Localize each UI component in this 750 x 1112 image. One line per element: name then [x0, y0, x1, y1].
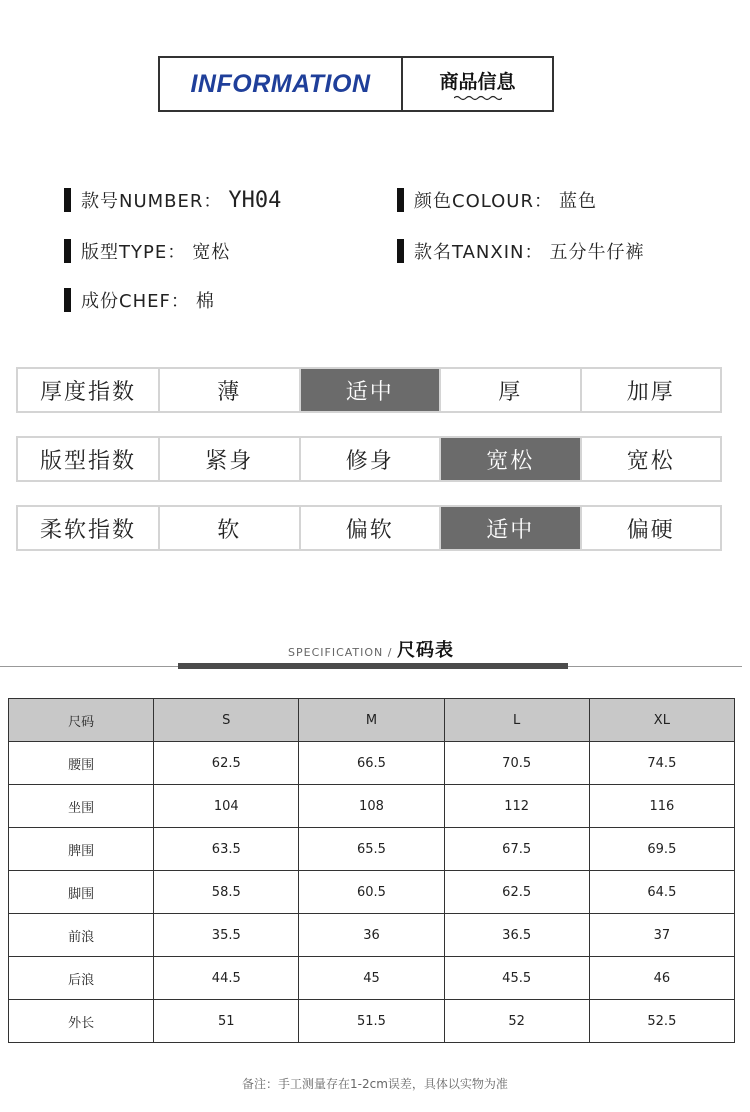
softness-scale — [16, 505, 722, 551]
header-title-cn: 商品信息 — [439, 71, 516, 93]
scale-option: 偏硬 — [626, 517, 675, 543]
table-cell: 52.5 — [589, 1000, 734, 1043]
table-cell: 36 — [299, 914, 444, 957]
column-header: L — [444, 699, 589, 742]
scale-name: 版型指数 — [18, 438, 160, 480]
row-label: 脾围 — [9, 828, 154, 871]
table-cell: 66.5 — [299, 742, 444, 785]
row-label: 前浪 — [9, 914, 154, 957]
type-label: 版型TYPE： — [81, 242, 187, 263]
column-header: S — [154, 699, 299, 742]
bullet-bar — [397, 239, 404, 263]
table-cell: 35.5 — [154, 914, 299, 957]
scale-option-selected: 适中 — [441, 507, 582, 549]
fit-scale — [16, 436, 722, 482]
size-table — [8, 698, 735, 1043]
table-cell: 51 — [154, 1000, 299, 1043]
info-name — [397, 238, 644, 264]
row-label: 外长 — [9, 1000, 154, 1043]
row-label: 后浪 — [9, 957, 154, 1000]
table-cell: 108 — [299, 785, 444, 828]
wavy-underline-icon — [454, 95, 502, 101]
table-cell: 64.5 — [589, 871, 734, 914]
info-number — [64, 187, 281, 213]
table-cell: 37 — [589, 914, 734, 957]
scale-option-selected: 宽松 — [441, 438, 582, 480]
number-label: 款号NUMBER： — [81, 191, 223, 212]
table-cell: 58.5 — [154, 871, 299, 914]
scale-option-selected: 适中 — [301, 369, 442, 411]
colour-label: 颜色COLOUR： — [414, 191, 553, 212]
table-cell: 62.5 — [154, 742, 299, 785]
scale-name: 柔软指数 — [18, 507, 160, 549]
chef-label: 成份CHEF： — [81, 291, 190, 312]
table-cell: 52 — [444, 1000, 589, 1043]
table-row — [9, 828, 735, 871]
table-cell: 60.5 — [299, 871, 444, 914]
table-cell: 116 — [589, 785, 734, 828]
table-row — [9, 742, 735, 785]
table-cell: 69.5 — [589, 828, 734, 871]
scale-option: 薄 — [160, 369, 301, 411]
scale-option: 厚 — [441, 369, 582, 411]
thickness-scale — [16, 367, 722, 413]
table-cell: 70.5 — [444, 742, 589, 785]
spec-underline-bar — [178, 663, 568, 669]
scale-option: 偏软 — [301, 507, 442, 549]
info-chef — [64, 287, 215, 313]
info-colour — [397, 187, 597, 213]
scale-option: 加厚 — [626, 379, 675, 405]
table-header-row — [9, 699, 735, 742]
scale-option: 宽松 — [626, 448, 675, 474]
table-cell: 74.5 — [589, 742, 734, 785]
table-cell: 51.5 — [299, 1000, 444, 1043]
colour-value: 蓝色 — [558, 191, 597, 212]
spec-title — [0, 636, 742, 662]
table-row — [9, 785, 735, 828]
bullet-bar — [64, 288, 71, 312]
column-header: XL — [589, 699, 734, 742]
row-label: 坐围 — [9, 785, 154, 828]
table-cell: 45 — [299, 957, 444, 1000]
table-row — [9, 914, 735, 957]
table-cell: 36.5 — [444, 914, 589, 957]
table-row — [9, 871, 735, 914]
bullet-bar — [64, 239, 71, 263]
table-row — [9, 957, 735, 1000]
table-row — [9, 1000, 735, 1043]
row-label: 腰围 — [9, 742, 154, 785]
chef-value: 棉 — [195, 291, 215, 312]
column-header: M — [299, 699, 444, 742]
name-label: 款名TANXIN： — [414, 242, 544, 263]
bullet-bar — [64, 188, 71, 212]
info-header — [158, 56, 554, 112]
info-type — [64, 238, 230, 264]
table-cell: 45.5 — [444, 957, 589, 1000]
scale-option: 软 — [160, 507, 301, 549]
table-cell: 63.5 — [154, 828, 299, 871]
scale-name: 厚度指数 — [18, 369, 160, 411]
table-cell: 67.5 — [444, 828, 589, 871]
scale-option: 紧身 — [160, 438, 301, 480]
table-cell: 112 — [444, 785, 589, 828]
table-cell: 44.5 — [154, 957, 299, 1000]
header-title-cn-wrap — [403, 58, 552, 110]
row-label: 脚围 — [9, 871, 154, 914]
scale-option: 修身 — [301, 438, 442, 480]
table-cell: 65.5 — [299, 828, 444, 871]
type-value: 宽松 — [192, 242, 231, 263]
number-value: YH04 — [228, 187, 282, 213]
spec-label-en: SPECIFICATION / — [288, 646, 393, 659]
table-cell: 104 — [154, 785, 299, 828]
bullet-bar — [397, 188, 404, 212]
name-value: 五分牛仔裤 — [549, 242, 645, 263]
column-header: 尺码 — [9, 699, 154, 742]
header-title-en: INFORMATION — [160, 58, 403, 110]
table-cell: 46 — [589, 957, 734, 1000]
table-cell: 62.5 — [444, 871, 589, 914]
spec-label-cn: 尺码表 — [396, 640, 454, 661]
measurement-note: 备注：手工测量存在1-2cm误差，具体以实物为准 — [242, 1077, 508, 1091]
